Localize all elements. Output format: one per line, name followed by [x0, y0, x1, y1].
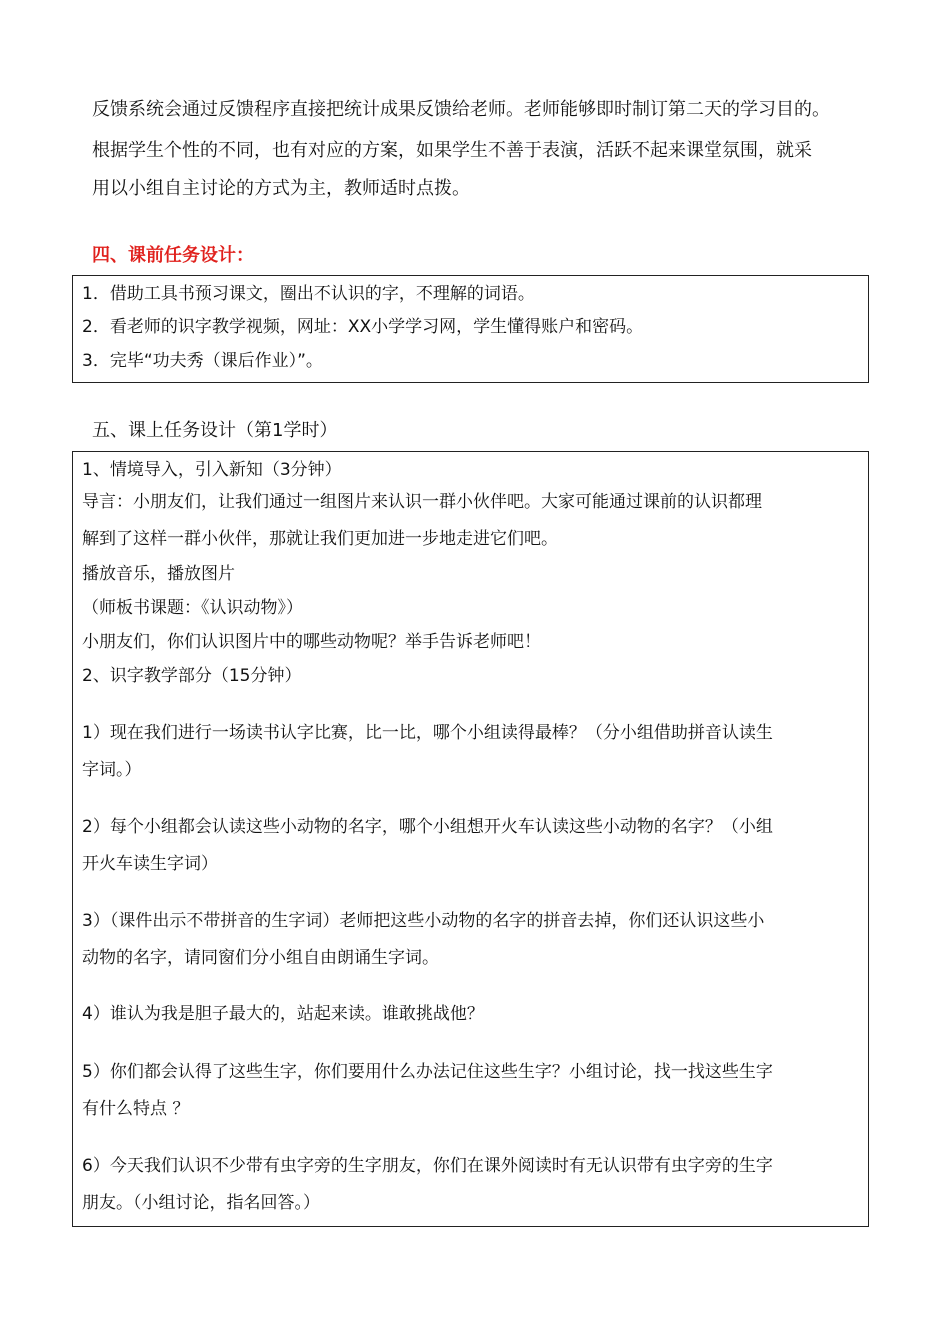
section4-heading: 四、课前任务设计：: [92, 245, 254, 266]
lesson-line: 开火车读生字词）: [82, 854, 218, 874]
lesson-line: 朋友。（小组讨论，指名回答。）: [82, 1193, 320, 1213]
section5-heading: 五、课上任务设计（第1学时）: [92, 420, 338, 441]
task-item: 3．完毕“功夫秀（课后作业）”。: [82, 351, 323, 371]
lesson-line: 1）现在我们进行一场读书认字比赛，比一比，哪个小组读得最棒？（分小组借助拼音认读生: [82, 723, 773, 743]
lesson-line: 有什么特点 ？: [82, 1099, 190, 1119]
lesson-line: 5）你们都会认得了这些生字，你们要用什么办法记住这些生字？小组讨论，找一找这些生字: [82, 1062, 773, 1082]
intro-line: 反馈系统会通过反馈程序直接把统计成果反馈给老师。老师能够即时制订第二天的学习目的。: [92, 99, 830, 120]
task-item: 2．看老师的识字教学视频，网址：XX小学学习网，学生懂得账户和密码。: [82, 317, 644, 337]
lesson-line: 2、识字教学部分（15分钟）: [82, 666, 302, 686]
lesson-line: 解到了这样一群小伙伴，那就让我们更加进一步地走进它们吧。: [82, 529, 558, 549]
in-class-task-box: [72, 451, 869, 1227]
lesson-line: 1、情境导入，引入新知（3分钟）: [82, 460, 342, 480]
pre-class-task-box: [72, 275, 869, 383]
lesson-line: 导言：小朋友们，让我们通过一组图片来认识一群小伙伴吧。大家可能通过课前的认识都理: [82, 492, 762, 512]
task-item: 1．借助工具书预习课文，圈出不认识的字，不理解的词语。: [82, 284, 535, 304]
intro-line: 用以小组自主讨论的方式为主，教师适时点拨。: [92, 178, 470, 199]
lesson-line: （师板书课题：《认识动物》）: [82, 598, 303, 618]
lesson-line: 4）谁认为我是胆子最大的，站起来读。谁敢挑战他？: [82, 1004, 484, 1024]
lesson-line: 6）今天我们认识不少带有虫字旁的生字朋友，你们在课外阅读时有无认识带有虫字旁的生字: [82, 1156, 773, 1176]
lesson-line: 3）（课件出示不带拼音的生字词）老师把这些小动物的名字的拼音去掉，你们还认识这些小: [82, 911, 765, 931]
lesson-line: 播放音乐，播放图片: [82, 564, 235, 584]
intro-line: 根据学生个性的不同，也有对应的方案，如果学生不善于表演，活跃不起来课堂氛围，就采: [92, 140, 812, 161]
lesson-line: 动物的名字，请同窗们分小组自由朗诵生字词。: [82, 948, 439, 968]
lesson-line: 小朋友们，你们认识图片中的哪些动物呢？举手告诉老师吧！: [82, 632, 541, 652]
lesson-line: 字词。）: [82, 760, 142, 780]
lesson-line: 2）每个小组都会认读这些小动物的名字，哪个小组想开火车认读这些小动物的名字？（小组: [82, 817, 773, 837]
